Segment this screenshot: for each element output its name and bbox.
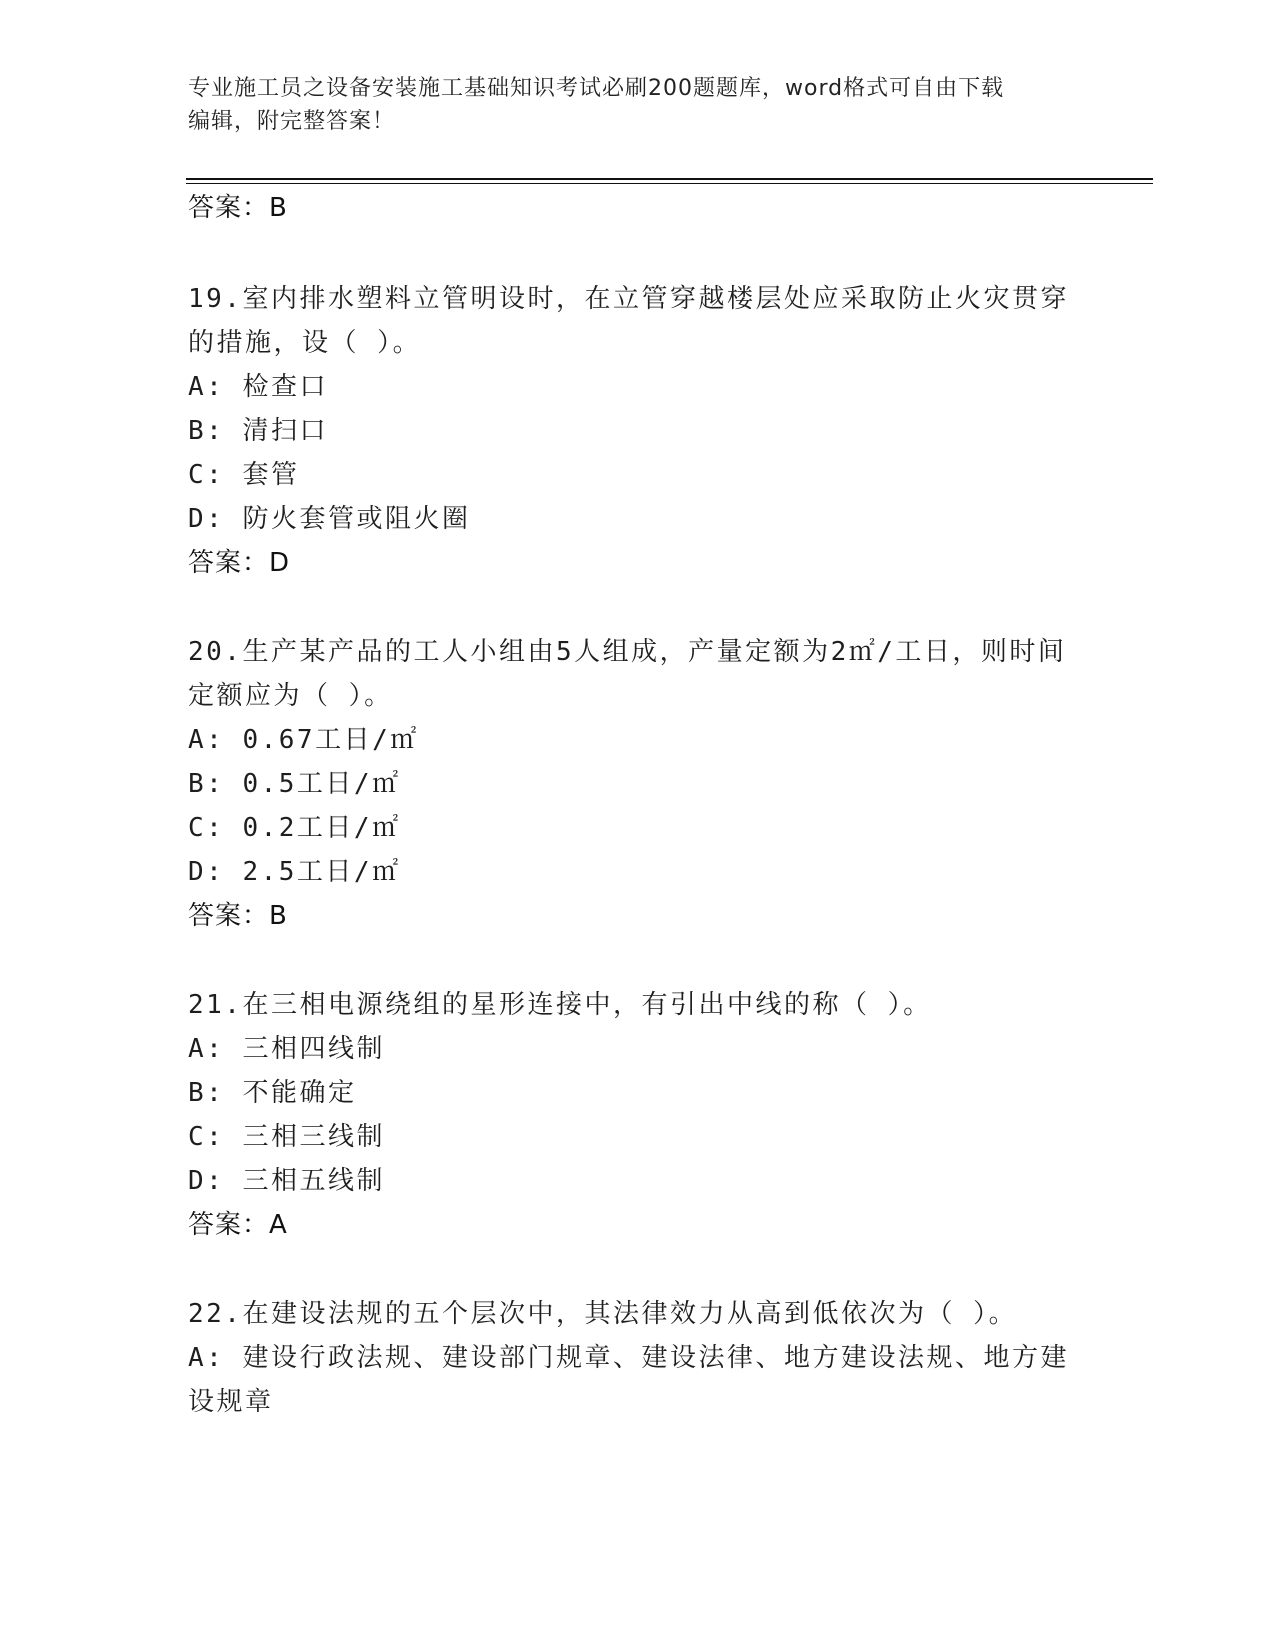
header-line-1: 专业施工员之设备安装施工基础知识考试必刷200题题库，word格式可自由下载 [188,76,1005,101]
header-rule-thick [186,178,1153,180]
document-header [188,72,1088,138]
question-21-option-d: D: 三相五线制 [188,1166,385,1196]
question-19-option-b: B: 清扫口 [188,416,328,446]
question-21-option-c: C: 三相三线制 [188,1122,385,1152]
question-19-option-c: C: 套管 [188,460,300,490]
question-21-stem: 21.在三相电源绕组的星形连接中，有引出中线的称（ ）。 [188,990,932,1020]
question-20-option-d: D: 2.5工日/㎡ [188,857,401,887]
answer-line: 答案：B [188,193,288,223]
question-20-answer: 答案：B [188,901,288,931]
question-20-stem: 20.生产某产品的工人小组由5人组成，产量定额为2㎡/工日，则时间 [188,637,1067,667]
question-20-option-a: A: 0.67工日/㎡ [188,725,419,755]
question-19-stem-cont: 的措施，设（ ）。 [188,328,422,358]
question-21-option-b: B: 不能确定 [188,1078,357,1108]
question-22-stem: 22.在建设法规的五个层次中，其法律效力从高到低依次为（ ）。 [188,1299,1018,1329]
question-20-option-c: C: 0.2工日/㎡ [188,813,401,843]
question-19-option-a: A: 检查口 [188,372,328,402]
question-20-option-b: B: 0.5工日/㎡ [188,769,401,799]
question-22-option-a-cont: 设规章 [188,1387,274,1417]
header-line-2: 编辑，附完整答案！ [188,109,396,134]
question-19-answer: 答案：D [188,548,291,578]
question-21-answer: 答案：A [188,1210,288,1240]
question-19-stem: 19.室内排水塑料立管明设时，在立管穿越楼层处应采取防止火灾贯穿 [188,284,1069,314]
question-19-option-d: D: 防火套管或阻火圈 [188,504,471,534]
question-22-option-a: A: 建设行政法规、建设部门规章、建设法律、地方建设法规、地方建 [188,1343,1069,1373]
header-rule-thin [186,183,1153,184]
question-21-option-a: A: 三相四线制 [188,1034,385,1064]
question-20-stem-cont: 定额应为（ ）。 [188,681,393,711]
